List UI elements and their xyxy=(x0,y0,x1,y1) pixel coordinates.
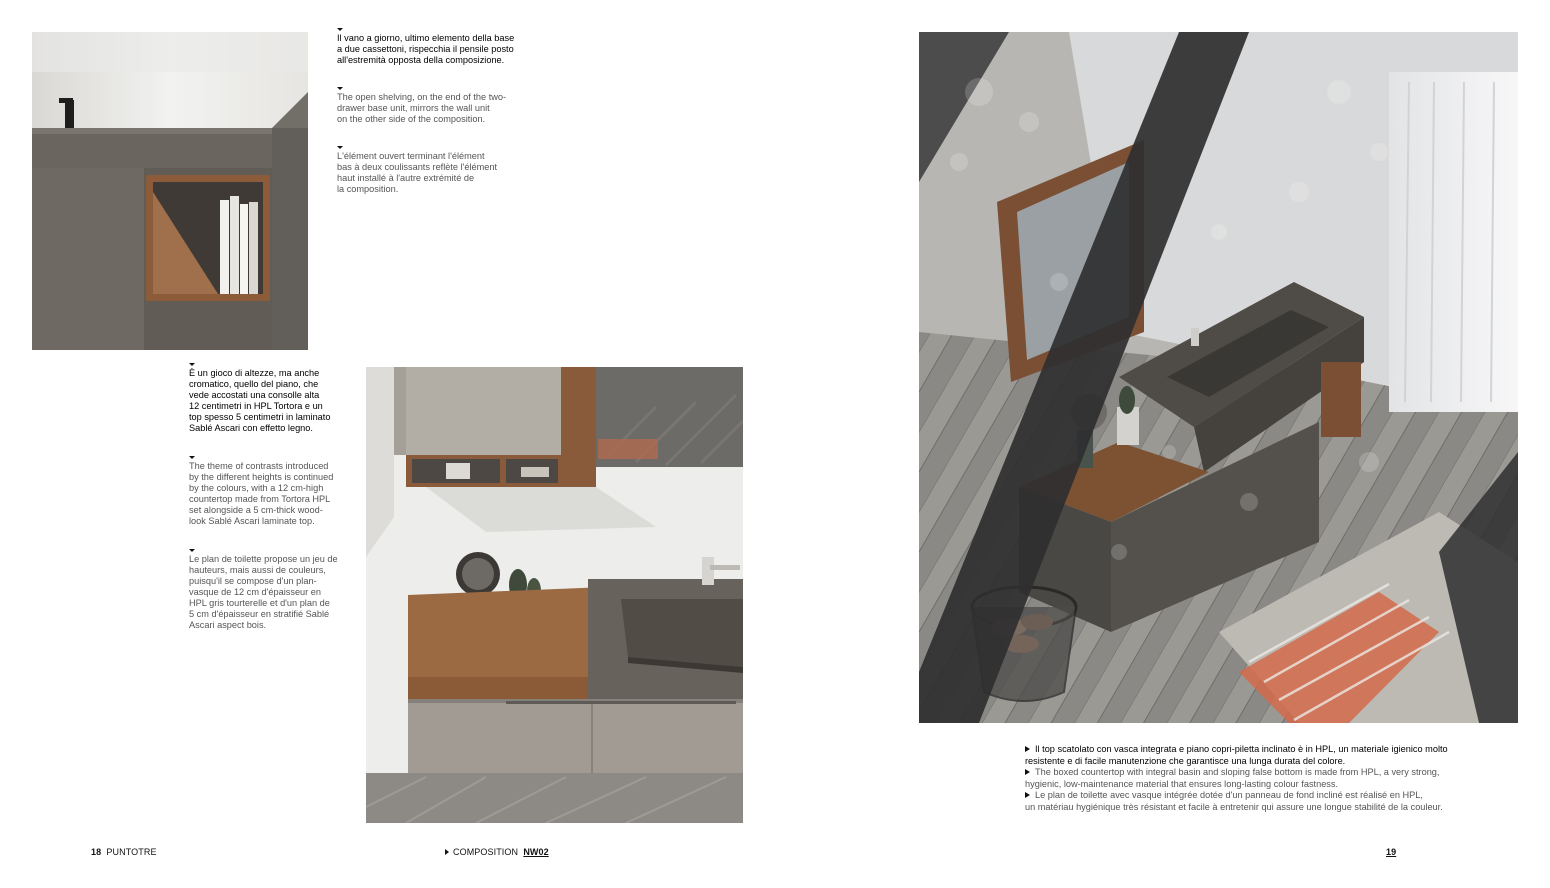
open-shelf-illustration xyxy=(32,32,308,350)
text-it: Il vano a giorno, ultimo elemento della base a due cassettoni, rispecchia il pensile posto all'estremità opposta della composizione. xyxy=(337,33,515,65)
marker-fr-icon xyxy=(337,146,343,149)
arrow-right-icon xyxy=(1025,746,1030,752)
arrow-right-icon xyxy=(1025,769,1030,775)
arrow-right-icon xyxy=(1025,792,1030,798)
arrow-right-icon xyxy=(445,849,449,855)
composition-code: NW02 xyxy=(523,847,549,857)
page-number-right: 19 xyxy=(1386,847,1397,857)
text-block-heights xyxy=(189,363,349,631)
caption-it: Il top scatolato con vasca integrata e piano copri-piletta inclinato è in HPL, un materiale igienico molto resistente e di facile manutenzione che garantisce una lunga durata del colore. xyxy=(1025,744,1448,766)
overhead-bathroom-illustration xyxy=(919,32,1518,723)
text-en: The theme of contrasts introduced by the different heights is continued by the colours, with a 12 cm-high countertop made from Tortora HPL set alongside a 5 cm-thick wood- look Sablé Ascari laminate top. xyxy=(189,461,334,526)
photo-vanity-wall-unit xyxy=(366,367,743,823)
photo-overhead-bathroom xyxy=(919,32,1518,723)
caption-countertop xyxy=(1025,744,1465,814)
text-fr: Le plan de toilette propose un jeu de hauteurs, mais aussi de couleurs, puisqu'il se compose d'un plan- vasque de 12 cm d'épaisseur en HPL gris tourterelle et d'un plan de 5 cm d'épaisseur en stratifié Sablé Ascari aspect bois. xyxy=(189,554,338,630)
page-number-left: 18 xyxy=(91,847,102,857)
footer-center xyxy=(445,847,549,857)
text-en: The open shelving, on the end of the two- drawer base unit, mirrors the wall unit on the other side of the composition. xyxy=(337,92,507,124)
marker-en-icon xyxy=(189,456,195,459)
text-it: È un gioco di altezze, ma anche cromatico, quello del piano, che vede accostati una consolle alta 12 centimetri in HPL Tortora e un top spesso 5 centimetri in laminato Sablé Ascari con effetto legno. xyxy=(189,368,331,433)
marker-fr-icon xyxy=(189,549,195,552)
composition-label: COMPOSITION xyxy=(453,847,519,857)
marker-en-icon xyxy=(337,87,343,90)
photo-open-shelf xyxy=(32,32,308,350)
caption-fr: Le plan de toilette avec vasque intégrée dotée d'un panneau de fond incliné est réalisé en HPL, un matériau hygiénique très résistant et facile à entretenir qui assure une longue stabilité de la couleur. xyxy=(1025,790,1443,812)
footer-left xyxy=(91,847,157,857)
brand-name: PUNTOTRE xyxy=(106,847,157,857)
vanity-illustration xyxy=(366,367,743,823)
text-fr: L'élément ouvert terminant l'élément bas à deux coulissants reflète l'élément haut installé à l'autre extrémité de la composition. xyxy=(337,151,498,194)
text-block-open-shelving xyxy=(337,28,537,195)
caption-en: The boxed countertop with integral basin and sloping false bottom is made from HPL, a very strong, hygienic, low-maintenance material that ensures long-lasting colour fastness. xyxy=(1025,767,1440,789)
marker-it-icon xyxy=(189,363,195,366)
marker-it-icon xyxy=(337,28,343,31)
footer-right xyxy=(1386,847,1396,857)
